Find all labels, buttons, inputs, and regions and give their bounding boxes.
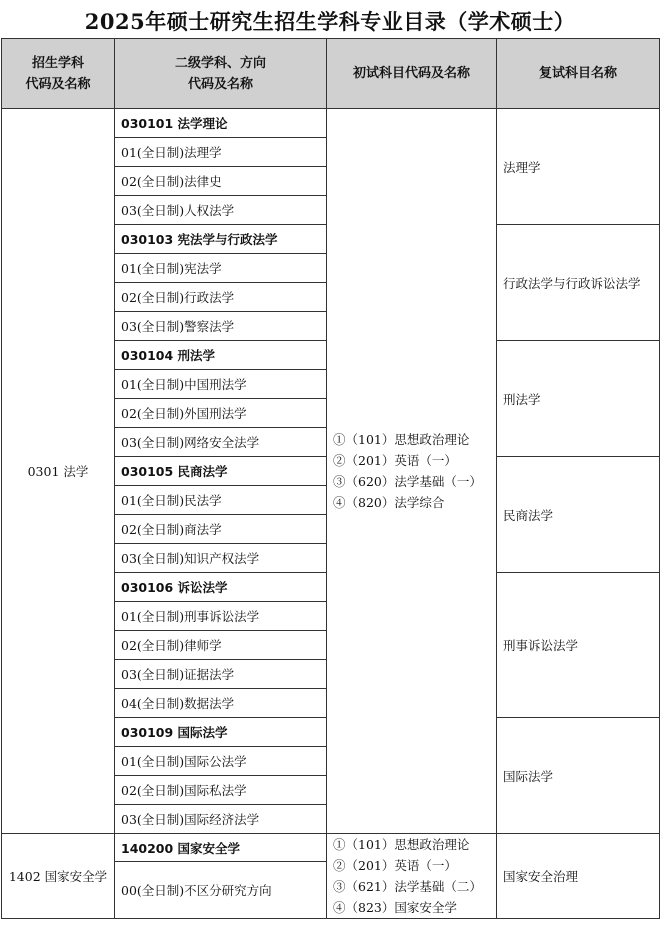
- retest-subject: 法理学: [497, 109, 660, 225]
- exam-subject: ①（101）思想政治理论: [333, 837, 470, 852]
- header-initial-exam: 初试科目代码及名称: [327, 39, 497, 109]
- research-direction: 01(全日制)国际公法学: [115, 747, 327, 776]
- header-retest: 复试科目名称: [497, 39, 660, 109]
- exam-subject: ②（201）英语（一）: [333, 453, 457, 468]
- research-direction: 02(全日制)外国刑法学: [115, 399, 327, 428]
- retest-subject: 刑事诉讼法学: [497, 573, 660, 718]
- major-code-name: 030109 国际法学: [115, 718, 327, 747]
- table-row: [2, 109, 660, 138]
- major-code-name: 030104 刑法学: [115, 341, 327, 370]
- research-direction: 03(全日制)警察法学: [115, 312, 327, 341]
- research-direction: 04(全日制)数据法学: [115, 689, 327, 718]
- major-code-name: 030106 诉讼法学: [115, 573, 327, 602]
- research-direction: 02(全日制)商法学: [115, 515, 327, 544]
- header-discipline: 招生学科 代码及名称: [2, 39, 115, 109]
- initial-exam-subjects: [327, 834, 497, 919]
- exam-subject: ②（201）英语（一）: [333, 858, 457, 873]
- initial-exam-subjects: [327, 109, 497, 834]
- research-direction: 01(全日制)中国刑法学: [115, 370, 327, 399]
- research-direction: 01(全日制)民法学: [115, 486, 327, 515]
- catalog-table: [1, 38, 660, 919]
- retest-subject: 国家安全治理: [497, 834, 660, 919]
- major-code-name: 030103 宪法学与行政法学: [115, 225, 327, 254]
- retest-subject: 民商法学: [497, 457, 660, 573]
- table-row: [2, 834, 660, 862]
- research-direction: 02(全日制)行政法学: [115, 283, 327, 312]
- research-direction: 02(全日制)律师学: [115, 631, 327, 660]
- major-code-name: 030105 民商法学: [115, 457, 327, 486]
- retest-subject: 国际法学: [497, 718, 660, 834]
- page-title: 2025年硕士研究生招生学科专业目录（学术硕士）: [84, 9, 576, 34]
- exam-subject: ③（621）法学基础（二）: [333, 879, 482, 894]
- research-direction: 03(全日制)知识产权法学: [115, 544, 327, 573]
- research-direction: 00(全日制)不区分研究方向: [115, 862, 327, 919]
- discipline-code-name: 0301 法学: [2, 109, 115, 834]
- research-direction: 03(全日制)人权法学: [115, 196, 327, 225]
- major-code-name: 030101 法学理论: [115, 109, 327, 138]
- exam-subject: ④（823）国家安全学: [333, 900, 457, 915]
- research-direction: 03(全日制)国际经济法学: [115, 805, 327, 834]
- research-direction: 01(全日制)刑事诉讼法学: [115, 602, 327, 631]
- header-row: [2, 39, 660, 109]
- research-direction: 01(全日制)宪法学: [115, 254, 327, 283]
- research-direction: 02(全日制)法律史: [115, 167, 327, 196]
- exam-subject: ①（101）思想政治理论: [333, 432, 470, 447]
- header-subdiscipline: 二级学科、方向 代码及名称: [115, 39, 327, 109]
- retest-subject: 刑法学: [497, 341, 660, 457]
- research-direction: 03(全日制)证据法学: [115, 660, 327, 689]
- exam-subject: ③（620）法学基础（一）: [333, 474, 482, 489]
- discipline-code-name: 1402 国家安全学: [2, 834, 115, 919]
- exam-subject: ④（820）法学综合: [333, 495, 445, 510]
- research-direction: 03(全日制)网络安全法学: [115, 428, 327, 457]
- research-direction: 02(全日制)国际私法学: [115, 776, 327, 805]
- major-code-name: 140200 国家安全学: [115, 834, 327, 862]
- retest-subject: 行政法学与行政诉讼法学: [497, 225, 660, 341]
- research-direction: 01(全日制)法理学: [115, 138, 327, 167]
- table-body: [2, 109, 660, 919]
